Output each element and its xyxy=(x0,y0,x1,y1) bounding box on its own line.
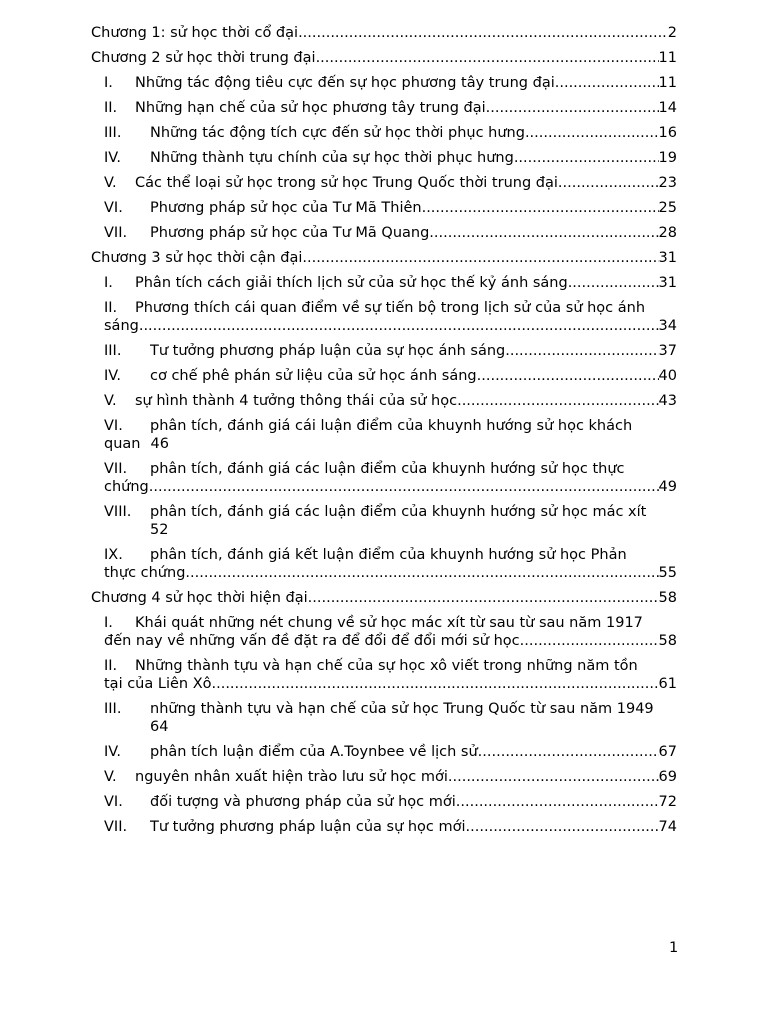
toc-page-number: 64 xyxy=(150,719,169,735)
toc-entry-number: IX. xyxy=(104,547,123,563)
dot-leader xyxy=(448,769,659,785)
toc-entry-number: III. xyxy=(104,701,122,717)
toc-page-number: 52 xyxy=(150,522,169,538)
toc-entry xyxy=(91,701,677,735)
dot-leader xyxy=(486,100,659,116)
toc-entry xyxy=(91,343,677,359)
toc-entry-title-continued: quan xyxy=(104,436,141,452)
toc-page-number: 37 xyxy=(658,343,677,359)
toc-entry-title: những thành tựu và hạn chế của sử học Trung Quốc từ sau năm 1949 xyxy=(150,701,654,717)
toc-page-number: 61 xyxy=(658,676,677,692)
toc-entry-number: VIII. xyxy=(104,504,132,520)
toc-entry xyxy=(91,393,677,409)
toc-entry-title: Phương thích cái quan điểm về sự tiến bộ trong lịch sử của sử học ánh xyxy=(135,300,646,316)
toc-entry xyxy=(91,794,677,810)
dot-leader xyxy=(429,225,658,241)
toc-page-number: 43 xyxy=(658,393,677,409)
toc-entry-title: Chương 2 sử học thời trung đại xyxy=(91,50,316,66)
dot-leader xyxy=(505,343,658,359)
toc-entry-number: III. xyxy=(104,343,122,359)
toc-entry-title: Những thành tựu chính của sự học thời phục hưng xyxy=(150,150,514,166)
dot-leader xyxy=(555,75,659,91)
toc-entry-title: sự hình thành 4 tưởng thông thái của sử học xyxy=(135,393,458,409)
toc-page-number: 34 xyxy=(658,318,677,334)
toc-entry-title: Phân tích cách giải thích lịch sử của sử học thế kỷ ánh sáng xyxy=(135,275,568,291)
toc-entry-title: phân tích, đánh giá các luận điểm của khuynh hướng sử học thực xyxy=(150,461,625,477)
dot-leader xyxy=(514,150,659,166)
toc-entry xyxy=(91,547,677,581)
toc-entry-number: II. xyxy=(104,100,118,116)
toc-entry-title: cơ chế phê phán sử liệu của sử học ánh sáng xyxy=(150,368,477,384)
dot-leader xyxy=(139,318,659,334)
toc-page-number: 31 xyxy=(658,275,677,291)
toc-entry-title: Phương pháp sử học của Tư Mã Thiên xyxy=(150,200,422,216)
toc-entry-title: Những thành tựu và hạn chế của sự học xô viết trong những năm tồn xyxy=(135,658,638,674)
toc-entry-number: VI. xyxy=(104,418,123,434)
toc-entry-title-continued: thực chứng xyxy=(104,565,186,581)
toc-entry xyxy=(91,100,677,116)
toc-entry-title: nguyên nhân xuất hiện trào lưu sử học mới xyxy=(135,769,448,785)
toc-page-number: 25 xyxy=(658,200,677,216)
toc-entry-title: Chương 1: sử học thời cổ đại xyxy=(91,25,299,41)
dot-leader xyxy=(308,590,659,606)
toc-entry-number: IV. xyxy=(104,150,121,166)
toc-entry-title-continued: chứng xyxy=(104,479,149,495)
toc-entry xyxy=(91,504,677,538)
toc-page-number: 14 xyxy=(658,100,677,116)
toc-entry-title: đối tượng và phương pháp của sử học mới xyxy=(150,794,456,810)
dot-leader xyxy=(422,200,659,216)
toc-entry xyxy=(91,368,677,384)
toc-page-number: 28 xyxy=(658,225,677,241)
toc-page-number: 11 xyxy=(658,75,677,91)
toc-entry-title: Phương pháp sử học của Tư Mã Quang xyxy=(150,225,430,241)
toc-entry-number: I. xyxy=(104,615,113,631)
toc-entry-title: Các thể loại sử học trong sử học Trung Quốc thời trung đại xyxy=(135,175,558,191)
dot-leader xyxy=(457,393,658,409)
toc-entry-title: Những tác động tích cực đến sử học thời phục hưng xyxy=(150,125,525,141)
toc-entry xyxy=(91,769,677,785)
toc-entry-title: Những tác động tiêu cực đến sự học phương tây trung đại xyxy=(135,75,555,91)
dot-leader xyxy=(568,275,659,291)
toc-entry-title: Chương 3 sử học thời cận đại xyxy=(91,250,303,266)
toc-entry xyxy=(91,250,677,266)
toc-entry-number: VII. xyxy=(104,225,128,241)
toc-entry-title: Tư tưởng phương pháp luận của sự học ánh sáng xyxy=(150,343,506,359)
toc-entry xyxy=(91,658,677,692)
dot-leader xyxy=(149,479,659,495)
toc-entry xyxy=(91,125,677,141)
toc-entry xyxy=(91,75,677,91)
toc-page-number: 16 xyxy=(658,125,677,141)
toc-page-number: 74 xyxy=(658,819,677,835)
toc-entry xyxy=(91,461,677,495)
toc-entry xyxy=(91,590,677,606)
toc-entry xyxy=(91,175,677,191)
toc-entry-number: VI. xyxy=(104,794,123,810)
toc-entry xyxy=(91,200,677,216)
dot-leader xyxy=(477,368,659,384)
dot-leader xyxy=(185,565,658,581)
dot-leader xyxy=(466,819,659,835)
dot-leader xyxy=(478,744,659,760)
page-number: 1 xyxy=(669,940,679,956)
toc-page-number: 19 xyxy=(658,150,677,166)
toc-page-number: 40 xyxy=(658,368,677,384)
toc-entry xyxy=(91,225,677,241)
toc-entry-number: VII. xyxy=(104,461,128,477)
toc-entry-title: phân tích luận điểm của A.Toynbee về lịch sử xyxy=(150,744,478,760)
toc-entry-number: VI. xyxy=(104,200,123,216)
toc-page-number: 2 xyxy=(667,25,677,41)
toc-entry-number: II. xyxy=(104,300,118,316)
toc-page-number: 72 xyxy=(658,794,677,810)
toc-page-number: 69 xyxy=(658,769,677,785)
toc-entry xyxy=(91,819,677,835)
dot-leader xyxy=(520,633,659,649)
dot-leader xyxy=(302,250,658,266)
toc-entry-number: V. xyxy=(104,175,117,191)
toc-page-number: 58 xyxy=(658,633,677,649)
toc-entry-title: phân tích, đánh giá cái luận điểm của khuynh hướng sử học khách xyxy=(150,418,633,434)
toc-entry-number: III. xyxy=(104,125,122,141)
toc-entry xyxy=(91,25,677,41)
dot-leader xyxy=(525,125,659,141)
toc-entry-title-continued: sáng xyxy=(104,318,139,334)
toc-page-number: 55 xyxy=(658,565,677,581)
toc-page-number: 11 xyxy=(658,50,677,66)
toc-entry xyxy=(91,418,677,452)
toc-entry-number: IV. xyxy=(104,368,121,384)
toc-entry xyxy=(91,50,677,66)
dot-leader xyxy=(316,50,659,66)
toc-entry-number: VII. xyxy=(104,819,128,835)
toc-entry-number: I. xyxy=(104,275,113,291)
toc-entry-title: Những hạn chế của sử học phương tây trung đại xyxy=(135,100,486,116)
toc-entry-title: phân tích, đánh giá kết luận điểm của khuynh hướng sử học Phản xyxy=(150,547,627,563)
toc-entry xyxy=(91,615,677,649)
toc-entry-number: IV. xyxy=(104,744,121,760)
toc-entry-number: V. xyxy=(104,393,117,409)
dot-leader xyxy=(456,794,659,810)
dot-leader xyxy=(298,25,668,41)
toc-entry xyxy=(91,300,677,334)
dot-leader xyxy=(558,175,659,191)
toc-entry-number: I. xyxy=(104,75,113,91)
toc-entry xyxy=(91,744,677,760)
toc-entry-title: Khái quát những nét chung về sử học mác xít từ sau từ sau năm 1917 xyxy=(135,615,643,631)
toc-entry xyxy=(91,150,677,166)
toc-page-number: 58 xyxy=(658,590,677,606)
toc-entry-title: Chương 4 sử học thời hiện đại xyxy=(91,590,308,606)
toc-entry-title-continued: đến nay về những vấn đề đặt ra để đổi để đổi mới sử học xyxy=(104,633,520,649)
toc-page-number: 67 xyxy=(658,744,677,760)
toc-page-number: 31 xyxy=(658,250,677,266)
toc-entry-title: Tư tưởng phương pháp luận của sự học mới xyxy=(150,819,466,835)
toc-entry xyxy=(91,275,677,291)
toc-entry-title-continued: tại của Liên Xô xyxy=(104,676,212,692)
dot-leader xyxy=(212,676,659,692)
toc-page-number: 23 xyxy=(658,175,677,191)
toc-entry-title: phân tích, đánh giá các luận điểm của khuynh hướng sử học mác xít xyxy=(150,504,647,520)
toc-entry-number: II. xyxy=(104,658,118,674)
toc-page-number: 49 xyxy=(658,479,677,495)
toc-page-number: 46 xyxy=(150,436,169,452)
toc-entry-number: V. xyxy=(104,769,117,785)
